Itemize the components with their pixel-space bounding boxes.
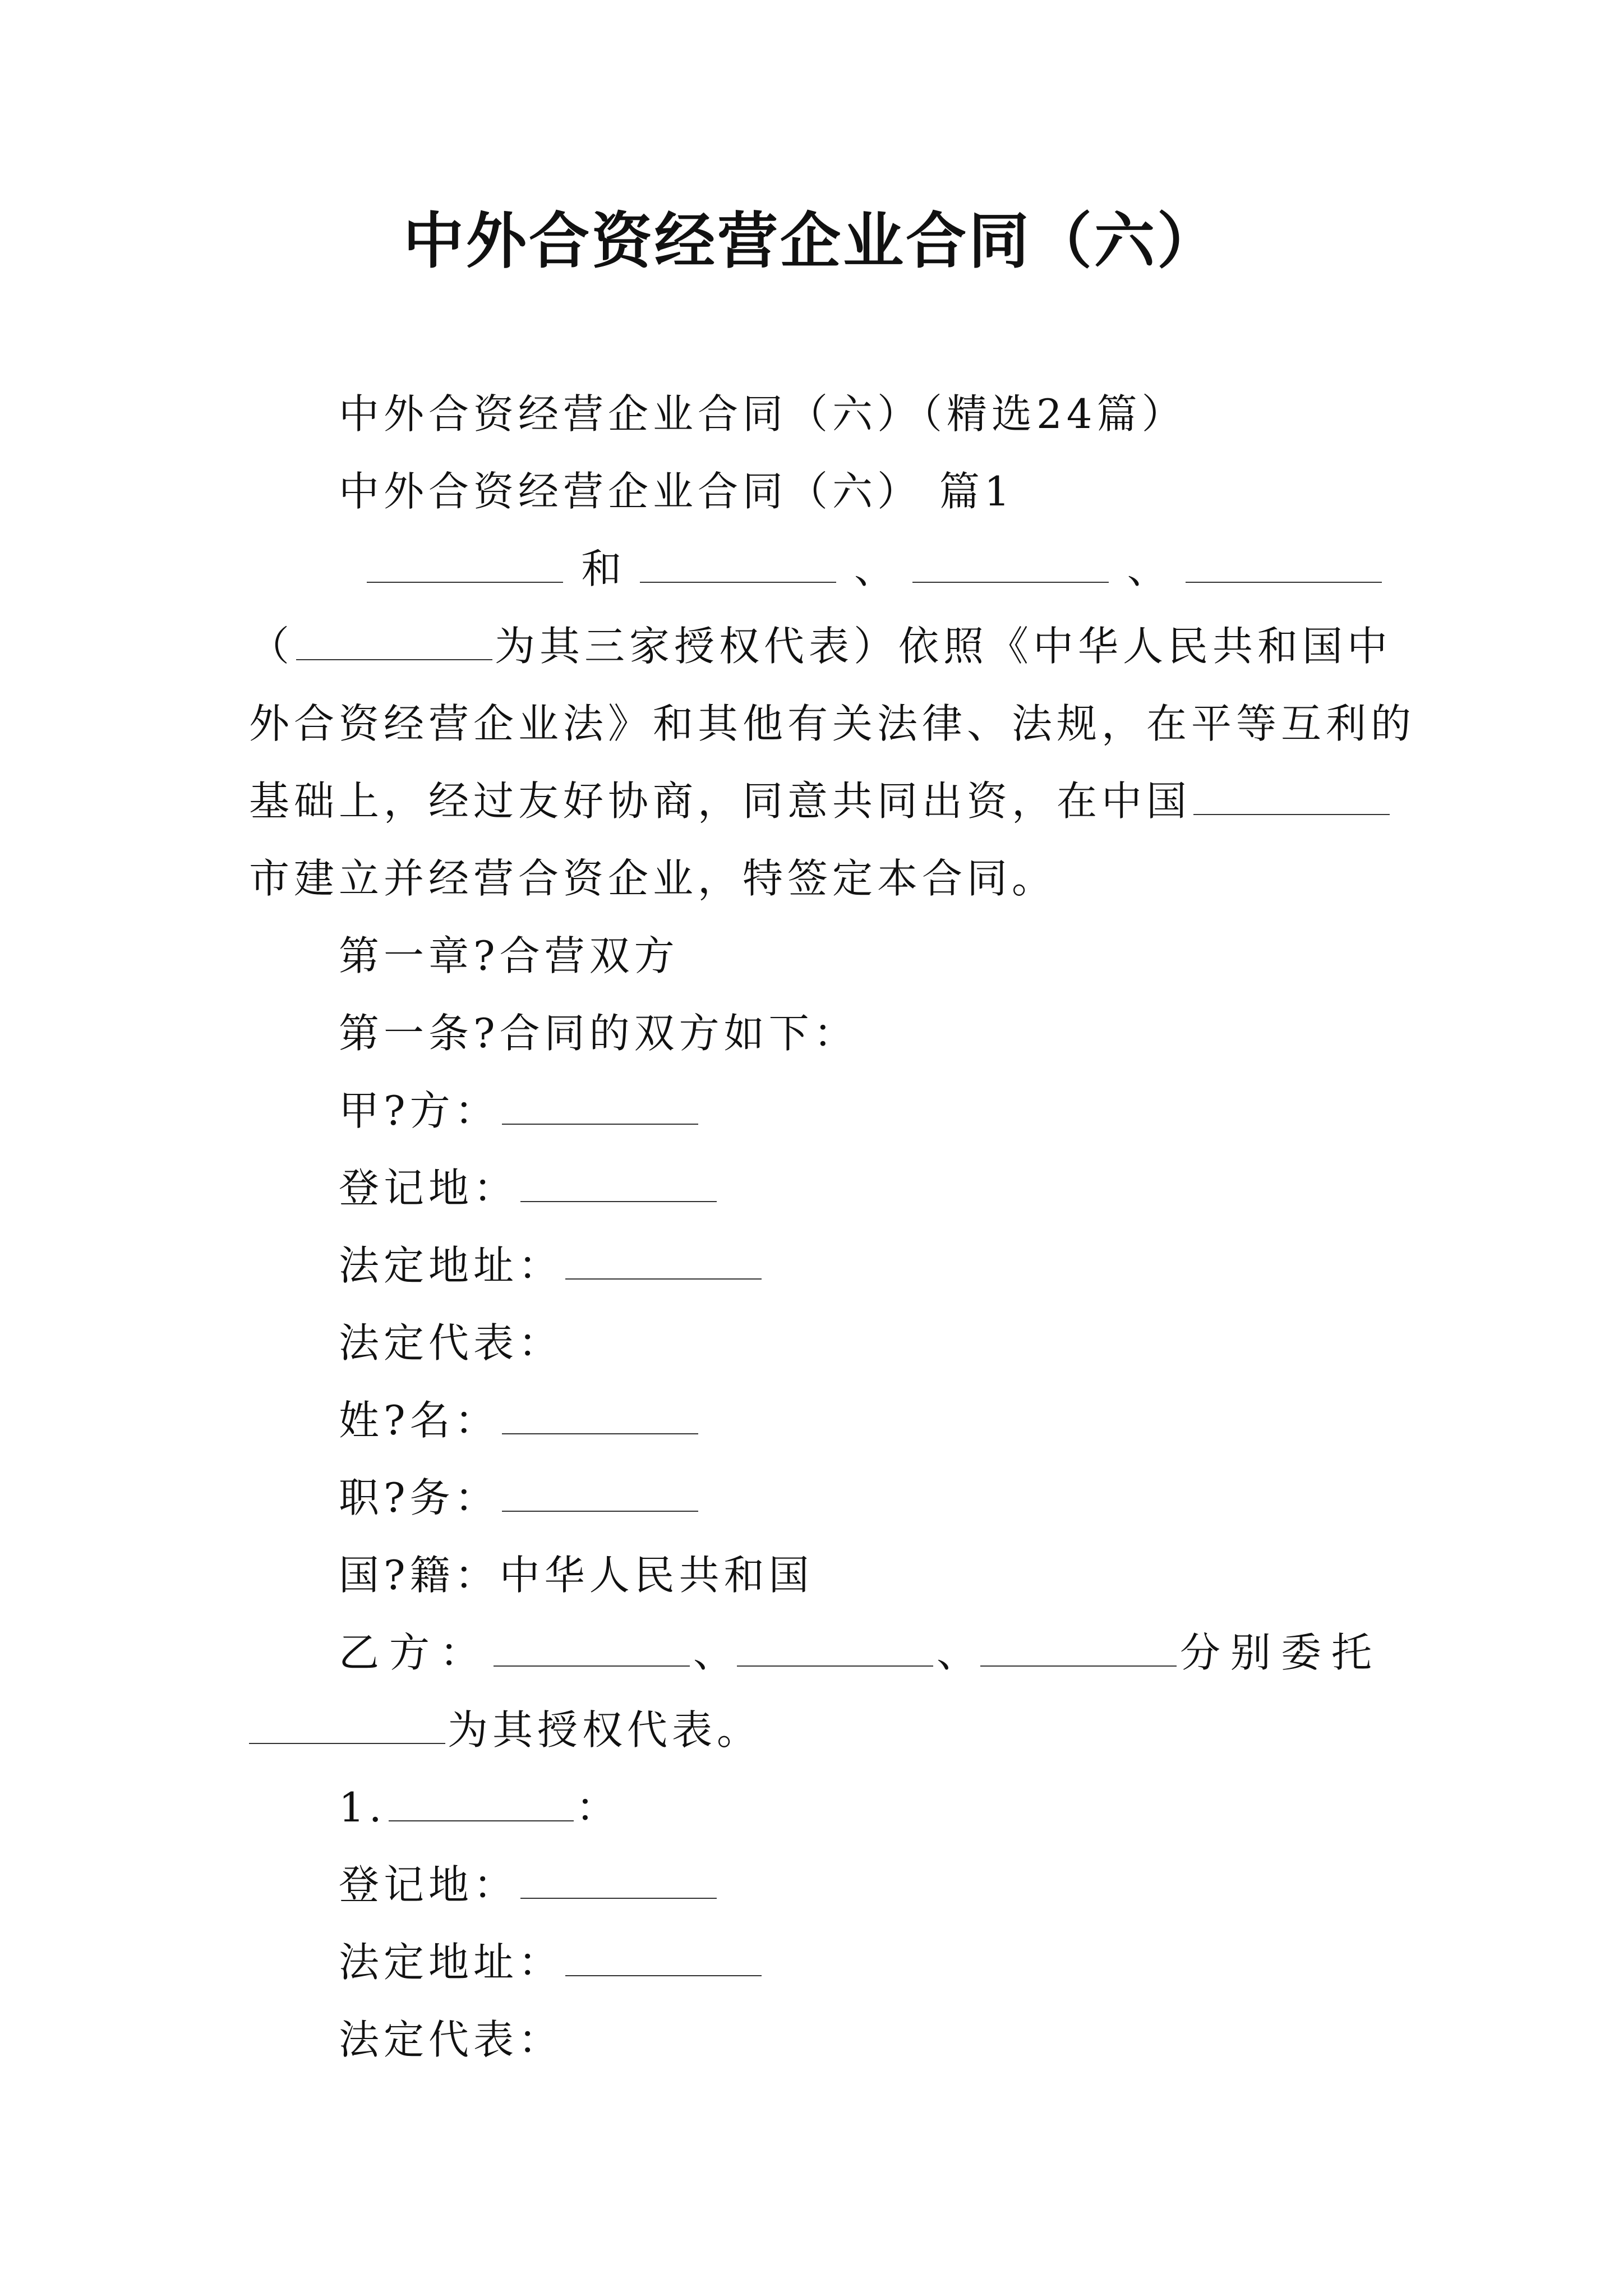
blank-field	[520, 1864, 717, 1899]
parties-line	[249, 542, 1382, 596]
blank-field	[737, 1632, 933, 1667]
blank-field	[367, 548, 563, 583]
legal-address-field	[339, 1239, 764, 1292]
field-label: 法定地址：	[339, 1242, 564, 1289]
nationality-field: 国?籍：中华人民共和国	[339, 1552, 814, 1599]
blank-field	[520, 1167, 717, 1202]
blank-field	[296, 625, 492, 660]
article-heading: 第一条?合同的双方如下：	[339, 1010, 859, 1057]
paragraph-line: 市建立并经营合资企业，特签定本合同。	[249, 855, 1057, 902]
blank-field	[640, 548, 836, 583]
item-number: 1.	[339, 1784, 386, 1831]
blank-field	[1193, 780, 1390, 815]
separator-text: 、	[936, 1629, 977, 1676]
blank-field	[1186, 548, 1382, 583]
blank-field	[502, 1090, 698, 1125]
paragraph-line	[249, 619, 1392, 673]
party-b-item-1	[339, 1780, 621, 1834]
registration-field	[339, 1858, 719, 1912]
blank-field	[502, 1400, 698, 1434]
field-label: 法定地址：	[339, 1939, 564, 1986]
document-title: 中外合资经营企业合同（六）	[403, 206, 1220, 277]
blank-field	[249, 1709, 445, 1744]
blank-field	[502, 1477, 698, 1512]
chapter-heading: 第一章?合营双方	[339, 932, 679, 979]
paragraph-line: 外合资经营企业法》和其他有关法律、法规，在平等互利的	[249, 700, 1416, 747]
party-a-field	[339, 1084, 700, 1138]
and-text: 和	[581, 545, 622, 592]
field-label: 甲?方：	[339, 1087, 500, 1134]
paragraph-line	[249, 1703, 762, 1757]
party-b-line	[339, 1626, 1382, 1680]
separator-text: 、	[854, 545, 895, 592]
colon-text: ：	[575, 1784, 621, 1831]
blank-field	[565, 1245, 762, 1280]
blank-field	[980, 1632, 1177, 1667]
legal-rep-label: 法定代表：	[339, 2016, 564, 2063]
field-label: 登记地：	[339, 1861, 519, 1908]
separator-text: 、	[1127, 545, 1168, 592]
blank-field	[912, 548, 1109, 583]
paragraph-text: 为其三家授权代表）依照《中华人民共和国中	[495, 623, 1393, 670]
position-field	[339, 1471, 700, 1525]
separator-text: 、	[693, 1629, 734, 1676]
legal-rep-label: 法定代表：	[339, 1319, 564, 1366]
field-label: 登记地：	[339, 1165, 519, 1212]
field-label: 职?务：	[339, 1474, 500, 1521]
blank-field	[565, 1941, 762, 1976]
blank-field	[494, 1632, 690, 1667]
subtitle-line: 中外合资经营企业合同（六）（精选24篇）	[339, 390, 1187, 438]
paragraph-text: 为其授权代表。	[448, 1706, 762, 1754]
blank-field	[389, 1787, 574, 1821]
paragraph-text: 基础上，经过友好协商，同意共同出资，在中国	[249, 777, 1192, 825]
registration-field	[339, 1161, 719, 1215]
field-label: 姓?名：	[339, 1397, 500, 1444]
field-label: 乙方：	[339, 1629, 491, 1676]
bracket-text: （	[249, 623, 294, 670]
section-heading: 中外合资经营企业合同（六） 篇1	[339, 468, 1015, 515]
name-field	[339, 1393, 700, 1447]
paragraph-text: 分别委托	[1179, 1629, 1382, 1676]
legal-address-field	[339, 1935, 764, 1989]
paragraph-line	[249, 774, 1392, 828]
